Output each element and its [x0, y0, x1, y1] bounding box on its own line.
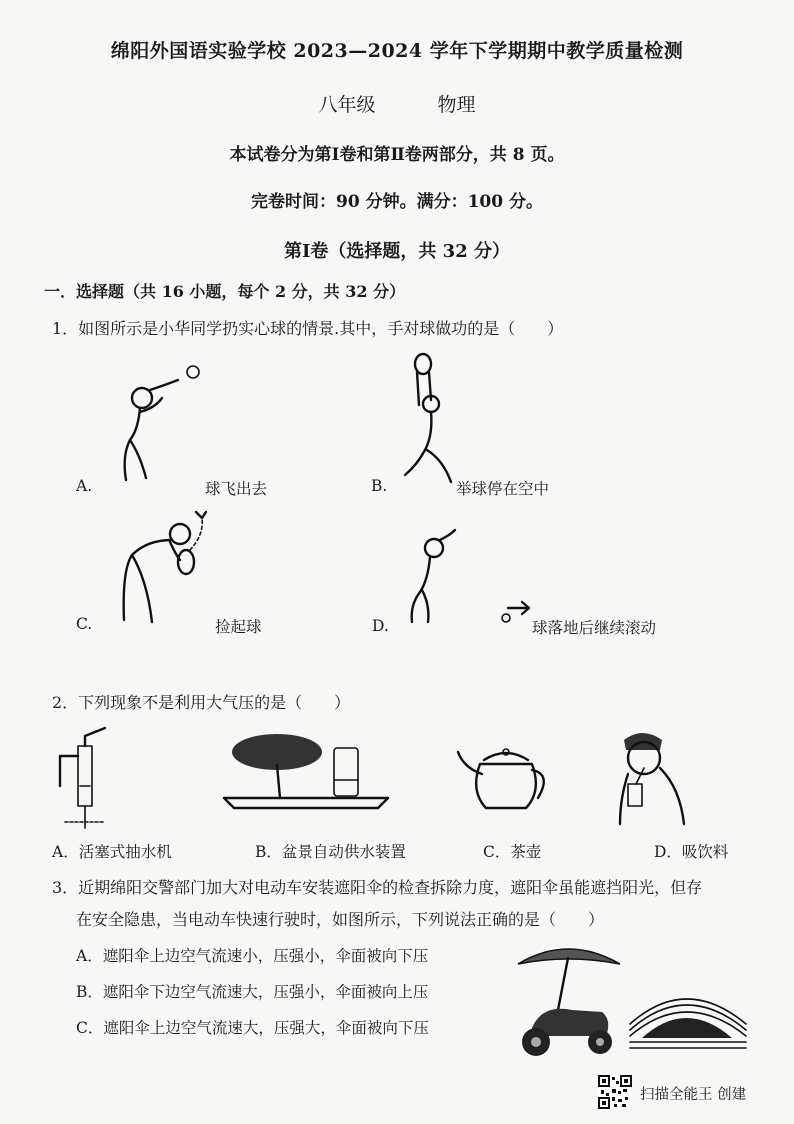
question-3-line-1: 3．近期绵阳交警部门加大对电动车安装遮阳伞的检查拆除力度，遮阳伞虽能遮挡阳光，但存: [52, 878, 703, 897]
q2-option-b: B．盆景自动供水装置: [255, 843, 406, 861]
question-1-text: 1．如图所示是小华同学扔实心球的情景.其中，手对球做功的是（ ）: [52, 319, 564, 338]
figure-piston-pump: [50, 726, 120, 830]
section-heading: 一．选择题（共 16 小题，每个 2 分，共 32 分）: [44, 282, 406, 301]
q1-option-d-caption: 球落地后继续滚动: [532, 619, 657, 637]
volume-title: 第Ⅰ卷（选择题，共 32 分）: [283, 241, 510, 262]
q2-option-d: D．吸饮料: [654, 843, 729, 861]
q1-option-b-caption: 举球停在空中: [456, 480, 550, 498]
figure-airflow-diagram: [628, 996, 748, 1052]
qr-code-icon: [598, 1075, 632, 1109]
subject-label: 物理: [437, 94, 476, 116]
time-note: 完卷时间：90 分钟。满分：100 分。: [251, 192, 543, 212]
grade-subject-line: [0, 90, 794, 117]
pages-note: 本试卷分为第Ⅰ卷和第Ⅱ卷两部分，共 8 页。: [229, 145, 565, 165]
figure-teapot: [456, 746, 556, 814]
figure-drinking-straw: [614, 728, 694, 826]
figure-throw-ball: [110, 360, 210, 490]
q1-option-c-letter: C.: [76, 615, 93, 633]
q2-option-a: A．活塞式抽水机: [52, 843, 172, 861]
q2-option-c: C．茶壶: [483, 843, 542, 861]
q3-option-b: B．遮阳伞下边空气流速大，压强小，伞面被向上压: [76, 983, 429, 1001]
q3-option-a: A．遮阳伞上边空气流速小，压强小，伞面被向下压: [76, 947, 429, 965]
q3-option-c: C．遮阳伞上边空气流速大，压强大，伞面被向下压: [76, 1019, 429, 1037]
figure-pick-up-ball: [112, 510, 222, 630]
q1-option-c-caption: 捡起球: [215, 618, 262, 636]
figure-bonsai-water-supply: [222, 730, 392, 810]
grade-label: 八年级: [318, 94, 376, 116]
q1-option-d-letter: D.: [372, 617, 389, 635]
question-2-text: 2．下列现象不是利用大气压的是（ ）: [52, 693, 351, 712]
figure-ball-rolling: [400, 530, 530, 630]
scanner-watermark: 扫描全能王 创建: [640, 1087, 747, 1103]
q1-option-a-caption: 球飞出去: [205, 480, 268, 498]
q1-option-a-letter: A.: [76, 477, 93, 495]
q1-option-b-letter: B.: [371, 477, 388, 495]
figure-scooter-umbrella: [512, 940, 624, 1062]
question-3-line-2: 在安全隐患，当电动车快速行驶时，如图所示，下列说法正确的是（ ）: [76, 910, 605, 929]
exam-title: 绵阳外国语实验学校 2023—2024 学年下学期期中教学质量检测: [110, 40, 684, 62]
figure-hold-ball: [395, 350, 465, 490]
